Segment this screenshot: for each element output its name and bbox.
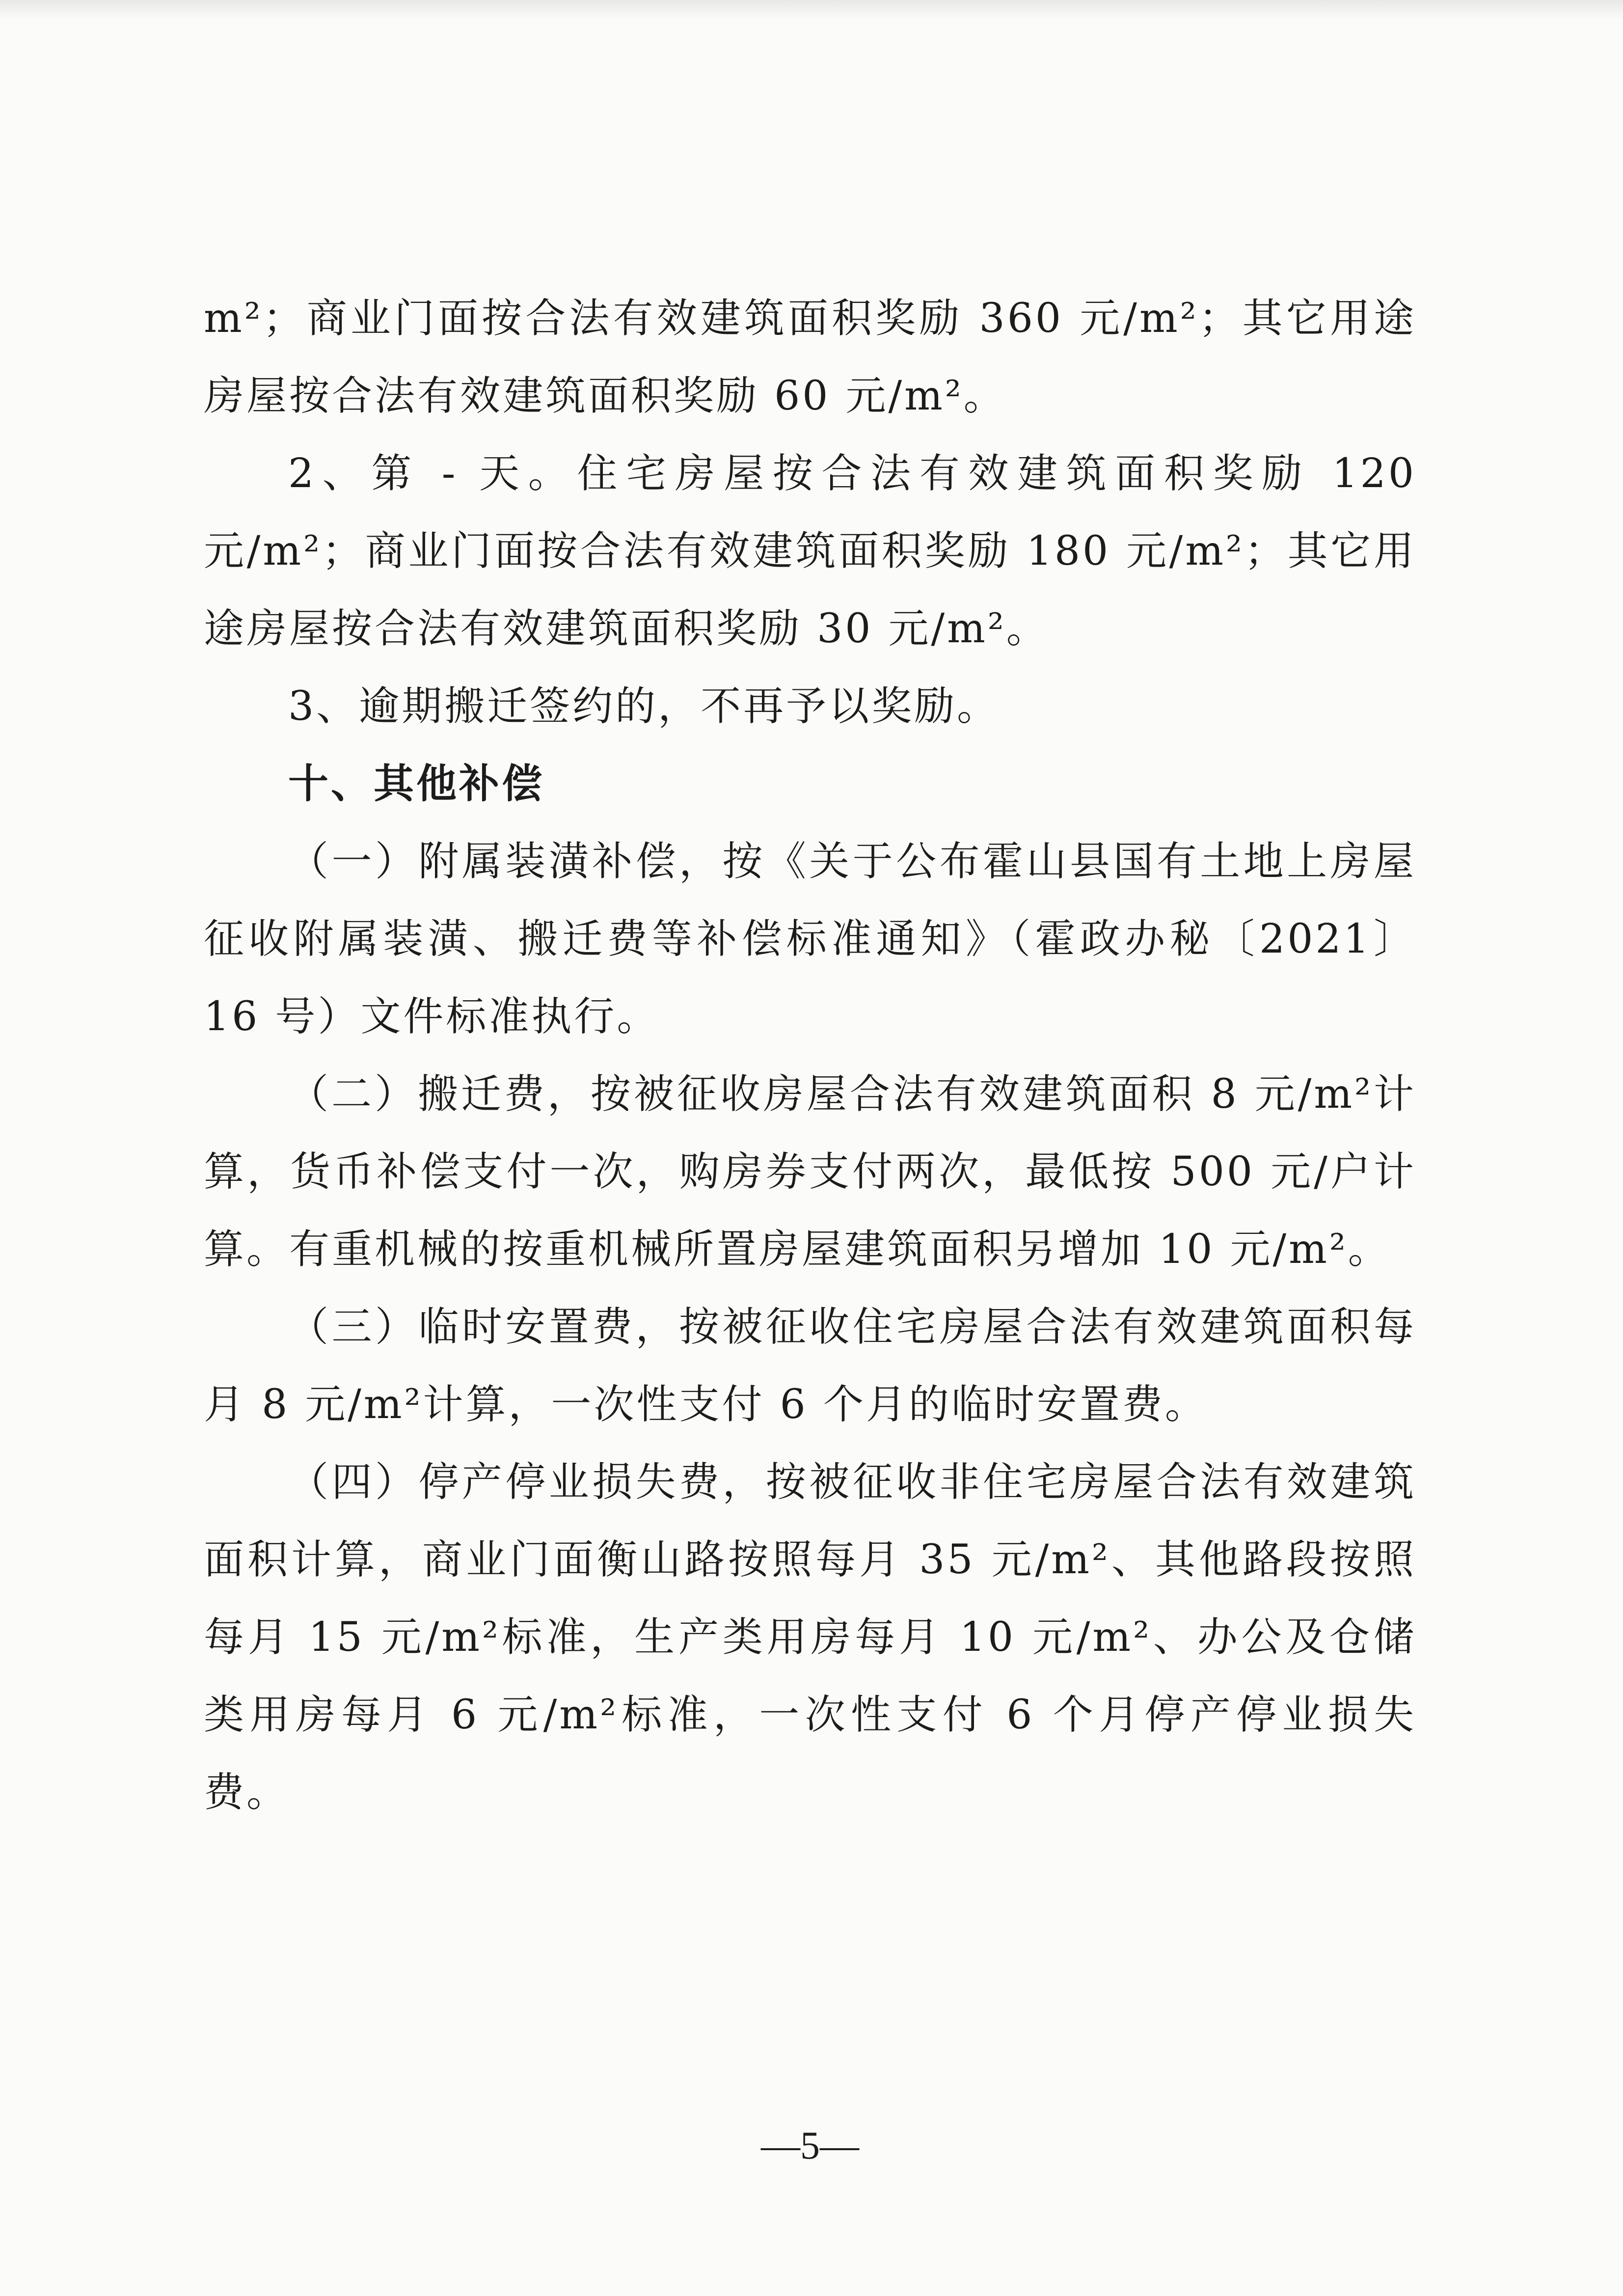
paragraph-decoration-compensation: （一）附属装潢补偿，按《关于公布霍山县国有土地上房屋征收附属装潢、搬迁费等补偿标准通知》（霍政办秘〔2021〕16 号）文件标准执行。 [204, 838, 1416, 1040]
paragraph-business-loss-fee: （四）停产停业损失费，按被征收非住宅房屋合法有效建筑面积计算，商业门面衡山路按照每月 35 元/m²、其他路段按照每月 15 元/m²标准，生产类用房每月 10 元/m²、办公及仓储类用房每月 6 元/m²标准，一次性支付 6 个月停产停业损失费。 [204, 1459, 1416, 1816]
section-heading-other-compensation: 十、其他补偿 [288, 761, 545, 807]
paragraph-temporary-resettlement-fee: （三）临时安置费，按被征收住宅房屋合法有效建筑面积每月 8 元/m²计算，一次性支付 6 个月的临时安置费。 [204, 1304, 1416, 1428]
page-number: —5— [761, 2124, 859, 2167]
paragraph-award-continued: m²；商业门面按合法有效建筑面积奖励 360 元/m²；其它用途房屋按合法有效建筑面积奖励 60 元/m²。 [204, 295, 1416, 419]
paragraph-award-day-2: 2、第 - 天。住宅房屋按合法有效建筑面积奖励 120 元/m²；商业门面按合法有效建筑面积奖励 180 元/m²；其它用途房屋按合法有效建筑面积奖励 30 元/m²。 [204, 450, 1416, 652]
paragraph-relocation-fee: （二）搬迁费，按被征收房屋合法有效建筑面积 8 元/m²计算，货币补偿支付一次，购房券支付两次，最低按 500 元/户计算。有重机械的按重机械所置房屋建筑面积另增加 10 元/m²。 [204, 1071, 1416, 1273]
scan-edge-shadow [0, 0, 1623, 20]
body-text [204, 280, 1416, 1831]
paragraph-award-overdue: 3、逾期搬迁签约的，不再予以奖励。 [288, 683, 1000, 730]
